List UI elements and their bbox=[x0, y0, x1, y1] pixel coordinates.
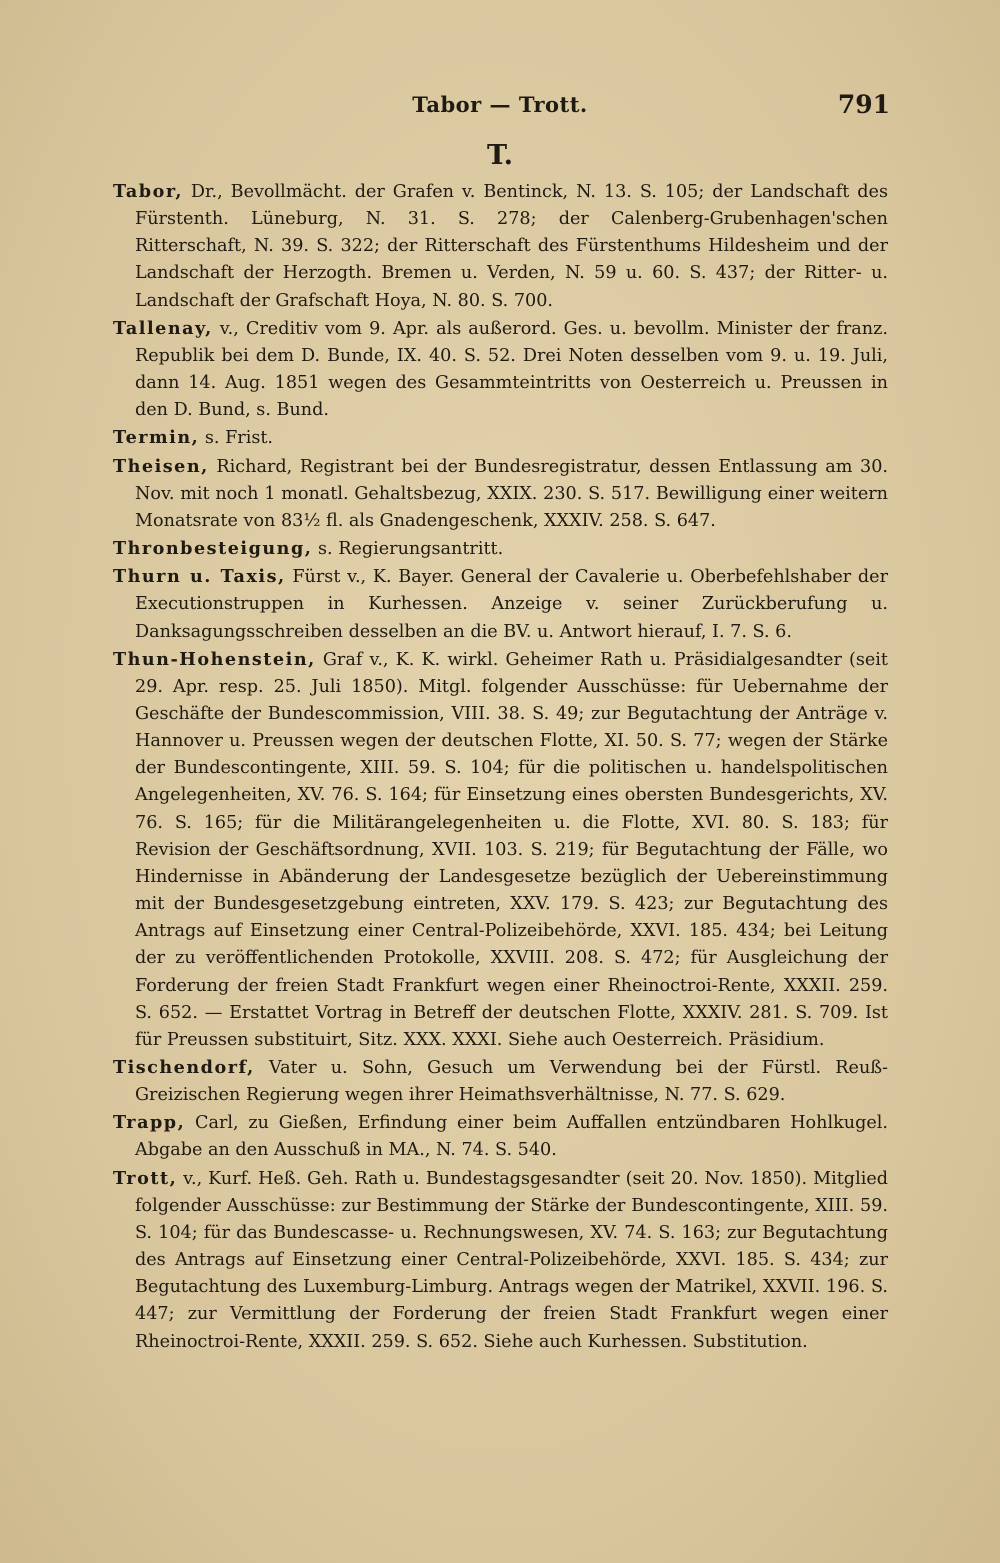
index-entry bbox=[113, 315, 888, 425]
entry-lemma: Thronbesteigung, bbox=[113, 538, 313, 560]
section-letter: T. bbox=[486, 140, 513, 171]
index-entry bbox=[113, 646, 888, 1054]
entry-text: s. Frist. bbox=[199, 428, 274, 449]
entry-text: Graf v., K. K. wirkl. Geheimer Rath u. Präsidialgesandter (seit 29. Apr. resp. 25. Juli 1850). Mitgl. folgender Ausschüsse: für Uebernahme der Geschäfte der Bundescommission, VIII. 38. S. 49; zur Begutachtung der Anträge v. Hannover u. Preussen wegen der deutschen Flotte, XI. 50. S. 77; wegen der Stärke der Bundescontingente, XIII. 59. S. 104; für die politischen u. handelspolitischen Angelegenheiten, XV. 76. S. 164; für Einsetzung eines obersten Bundesgerichts, XV. 76. S. 165; für die Militärangelegenheiten u. die Flotte, XVI. 80. S. 183; für Revision der Geschäftsordnung, XVII. 103. S. 219; für Begutachtung der Fälle, wo Hindernisse in Abänderung der Landesgesetze bezüglich der Uebereinstimmung mit der Bundesgesetzgebung eintreten, XXV. 179. S. 423; zur Begutachtung des Antrags auf Einsetzung einer Central-Polizeibehörde, XXVI. 185. 434; bei Leitung der zu veröffentlichenden Protokolle, XXVIII. 208. S. 472; für Ausgleichung der Forderung der freien Stadt Frankfurt wegen einer Rheinoctroi-Rente, XXXII. 259. S. 652. — Erstattet Vortrag in Betreff der deutschen Flotte, XXXIV. 281. S. 709. Ist für Preussen substituirt, Sitz. XXX. XXXI. Siehe auch Oesterreich. Präsidium. bbox=[135, 649, 888, 1050]
entry-lemma: Trott, bbox=[113, 1167, 178, 1189]
entry-text: s. Regierungsantritt. bbox=[312, 539, 504, 560]
entry-text: Fürst v., K. Bayer. General der Cavalerie u. Oberbefehlshaber der Executionstruppen in Kurhessen. Anzeige v. seiner Zurückberufung u. Danksagungsschreiben desselben an die BV. u. Antwort hierauf, I. 7. S. 6. bbox=[135, 567, 889, 642]
entry-lemma: Termin, bbox=[113, 427, 200, 449]
entry-lemma: Tallenay, bbox=[113, 317, 213, 339]
entry-text: Vater u. Sohn, Gesuch um Verwendung bei der Fürstl. Reuß-Greizischen Regierung wegen ihrer Heimathsverhältnisse, N. 77. S. 629. bbox=[135, 1058, 888, 1106]
index-entry bbox=[113, 535, 888, 563]
entry-text: v., Kurf. Heß. Geh. Rath u. Bundestagsgesandter (seit 20. Nov. 1850). Mitglied folgender Ausschüsse: zur Bestimmung der Stärke der Bundescontingente, XIII. 59. S. 104; für das Bundescasse- u. Rechnungswesen, XV. 74. S. 163; zur Begutachtung des Antrags auf Einsetzung einer Central-Polizeibehörde, XXVI. 185. S. 434; zur Begutachtung des Luxemburg-Limburg. Antrags wegen der Matrikel, XXVII. 196. S. 447; zur Vermittlung der Forderung der freien Stadt Frankfurt wegen einer Rheinoctroi-Rente, XXXII. 259. S. 652. Siehe auch Kurhessen. Substitution. bbox=[135, 1168, 888, 1352]
entry-text: Carl, zu Gießen, Erfindung einer beim Auffallen entzündbaren Hohlkugel. Abgabe an den Ausschuß in MA., N. 74. S. 540. bbox=[135, 1113, 888, 1161]
index-entries bbox=[113, 178, 888, 1356]
index-entry bbox=[113, 1165, 888, 1356]
entry-lemma: Tischendorf, bbox=[113, 1057, 255, 1078]
entry-lemma: Trapp, bbox=[113, 1112, 186, 1134]
index-entry bbox=[113, 424, 888, 452]
index-entry bbox=[113, 563, 888, 645]
entry-text: Dr., Bevollmächt. der Grafen v. Bentinck, N. 13. S. 105; der Landschaft des Fürstenth. Lüneburg, N. 31. S. 278; der Calenberg-Grubenhagen'schen Ritterschaft, N. 39. S. 322; der Ritterschaft des Fürstenthums Hildesheim und der Landschaft der Herzogth. Bremen u. Verden, N. 59 u. 60. S. 437; der Ritter- u. Landschaft der Grafschaft Hoya, N. 80. S. 700. bbox=[135, 182, 888, 311]
entry-lemma: Tabor, bbox=[113, 181, 183, 202]
index-entry bbox=[113, 453, 888, 535]
entry-text: v., Creditiv vom 9. Apr. als außerord. Ges. u. bevollm. Minister der franz. Republik bei dem D. Bunde, IX. 40. S. 52. Drei Noten desselben vom 9. u. 19. Juli, dann 14. Aug. 1851 wegen des Gesammteintritts von Oesterreich u. Preussen in den D. Bund, s. Bund. bbox=[135, 318, 888, 421]
running-header bbox=[110, 92, 890, 128]
entry-lemma: Thun-Hohenstein, bbox=[113, 648, 316, 670]
index-entry bbox=[113, 1109, 888, 1164]
entry-lemma: Theisen, bbox=[113, 455, 209, 477]
entry-lemma: Thurn u. Taxis, bbox=[113, 566, 286, 588]
index-entry bbox=[113, 1054, 888, 1109]
running-title: Tabor — Trott. bbox=[412, 92, 588, 117]
entry-text: Richard, Registrant bei der Bundesregistratur, dessen Entlassung am 30. Nov. mit noch 1 monatl. Gehaltsbezug, XXIX. 230. S. 517. Bewilligung einer weitern Monatsrate von 83½ fl. als Gnadengeschenk, XXXIV. 258. S. 647. bbox=[135, 456, 888, 531]
index-entry bbox=[113, 178, 888, 315]
page-number: 791 bbox=[837, 90, 890, 119]
